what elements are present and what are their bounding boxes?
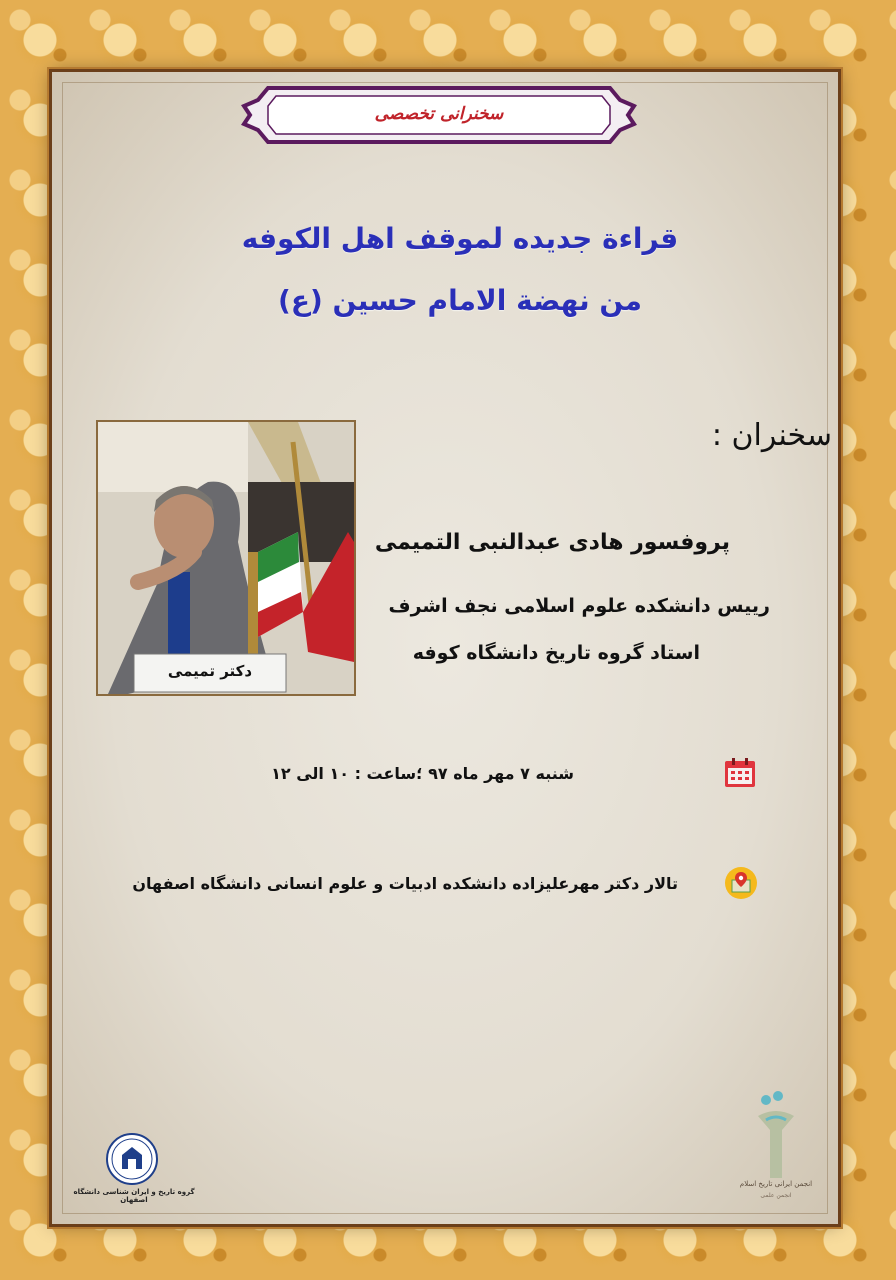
speaker-position-1: رییس دانشکده علوم اسلامی نجف اشرف <box>388 595 770 617</box>
speaker-name: پروفسور هادی عبدالنبی التمیمی <box>374 530 730 555</box>
header-ribbon <box>238 84 640 146</box>
title-line-2: من نهضة الامام حسين (ع) <box>278 284 642 317</box>
university-logo-icon <box>106 1133 158 1185</box>
title-line-1: قراءة جديده لموقف اهل الكوفه <box>241 222 679 255</box>
association-logo-icon <box>752 1090 800 1182</box>
calendar-icon <box>724 758 756 788</box>
speaker-position-2: استاد گروه تاریخ دانشگاه کوفه <box>412 642 700 664</box>
event-datetime: شنبه ۷ مهر ماه ۹۷ ؛ساعت : ۱۰ الی ۱۲ <box>271 764 574 783</box>
right-logo-subcaption: انجمن علمی <box>760 1192 792 1199</box>
map-pin-icon <box>724 866 758 900</box>
speaker-photo <box>96 420 356 696</box>
left-logo-caption: گروه تاریخ و ایران شناسی دانشگاه اصفهان <box>73 1188 195 1204</box>
speaker-photo-illustration <box>98 422 354 694</box>
nameplate-text: دکتر تمیمی <box>167 662 253 680</box>
event-venue: تالار دکتر مهرعلیزاده دانشکده ادبیات و علوم انسانی دانشگاه اصفهان <box>132 874 678 893</box>
speakers-label: سخنران : <box>711 418 832 453</box>
ribbon-label: سخنرانی تخصصی <box>374 104 504 124</box>
right-logo-caption: انجمن ایرانی تاریخ اسلام <box>739 1180 813 1188</box>
